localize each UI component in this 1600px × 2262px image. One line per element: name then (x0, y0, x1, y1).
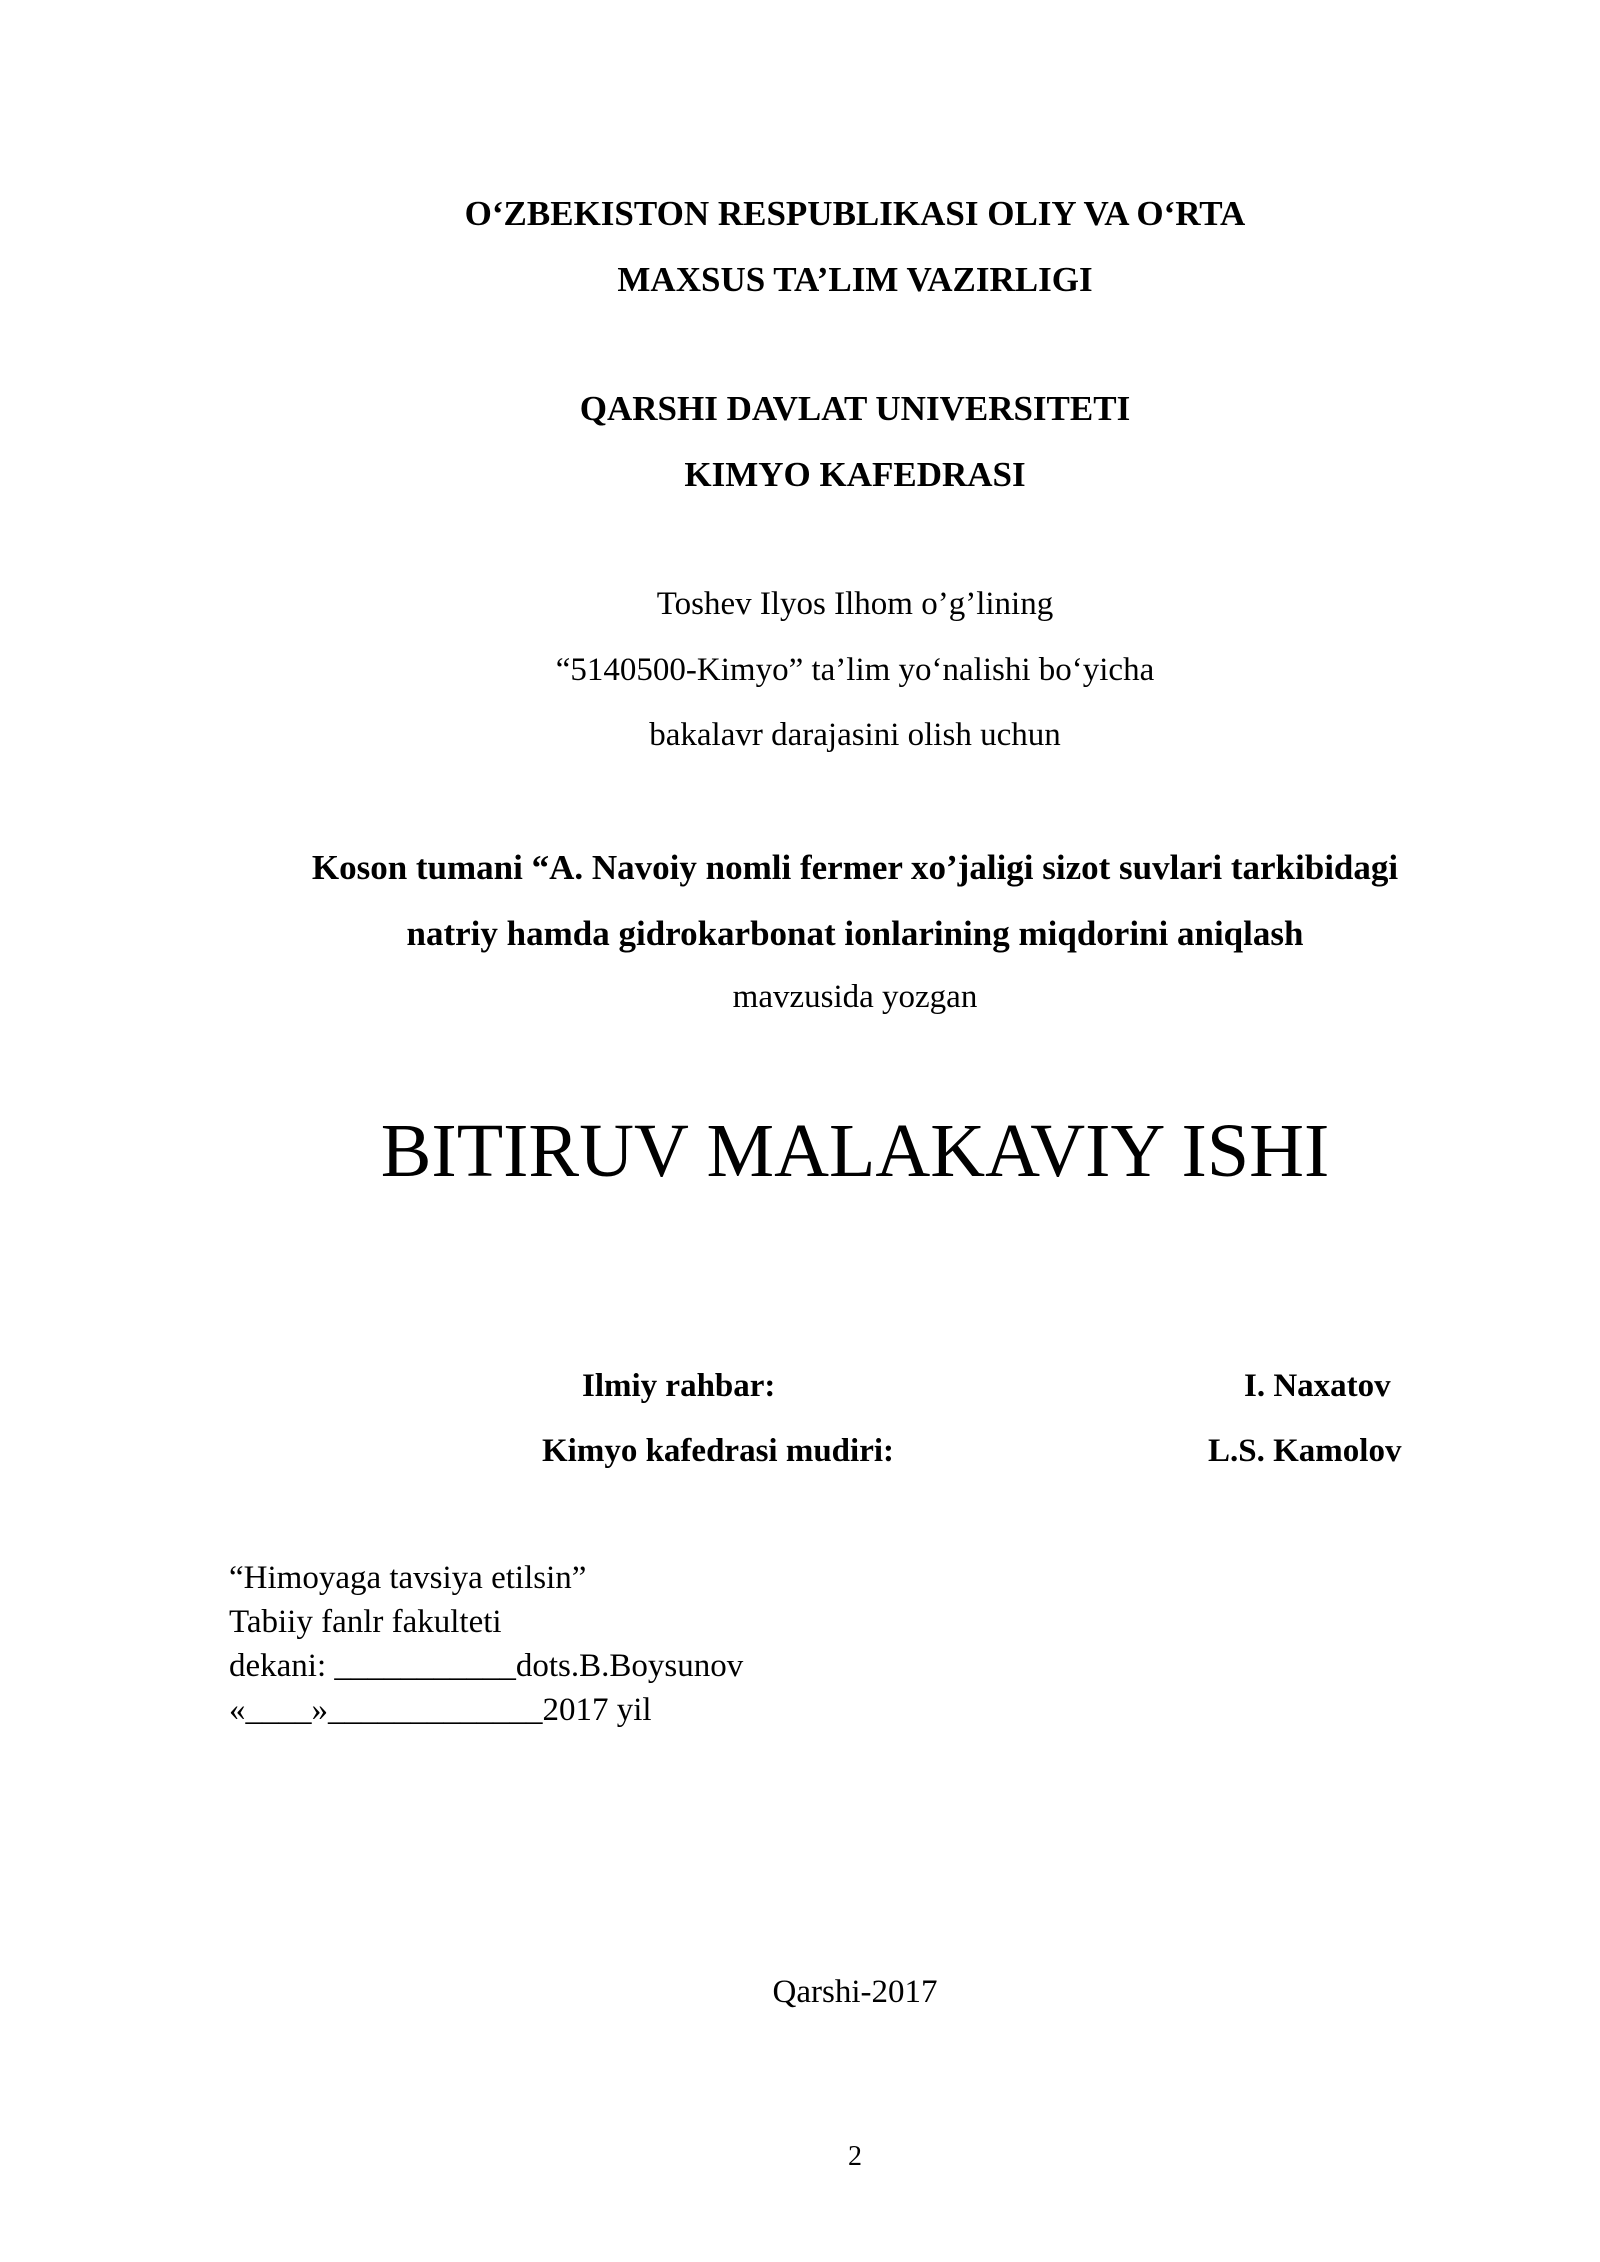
topic-line-2: natriy hamda gidrokarbonat ionlarining miqdorini aniqlash (406, 914, 1304, 953)
supervisor-name: I. Naxatov (1244, 1368, 1391, 1404)
document-title: BITIRUV MALAKAVIY ISHI (380, 1109, 1330, 1193)
approval-line-4: «____»_____________2017 yil (229, 1692, 652, 1728)
page-number: 2 (848, 2141, 862, 2172)
author-line-2: “5140500-Kimyo” ta’lim yo‘nalishi bo‘yicha (555, 652, 1155, 688)
topic-line-3: mavzusida yozgan (732, 979, 978, 1015)
author-line-3: bakalavr darajasini olish uchun (649, 717, 1061, 753)
approval-line-1: “Himoyaga tavsiya etilsin” (229, 1560, 587, 1596)
head-of-department-name: L.S. Kamolov (1208, 1433, 1402, 1469)
head-of-department-role: Kimyo kafedrasi mudiri: (542, 1433, 894, 1469)
ministry-line-2: MAXSUS TA’LIM VAZIRLIGI (617, 260, 1093, 299)
approval-line-3: dekani: ___________dots.B.Boysunov (229, 1648, 744, 1684)
approval-line-2: Tabiiy fanlr fakulteti (229, 1604, 502, 1640)
university-name: QARSHI DAVLAT UNIVERSITETI (579, 389, 1131, 428)
topic-line-1: Koson tumani “A. Navoiy nomli fermer xo’jaligi sizot suvlari tarkibidagi (311, 848, 1399, 887)
place-year: Qarshi-2017 (772, 1974, 938, 2010)
supervisor-role: Ilmiy rahbar: (582, 1368, 776, 1404)
author-line-1: Toshev Ilyos Ilhom o’g’lining (656, 586, 1054, 622)
department-name: KIMYO KAFEDRASI (684, 455, 1026, 494)
ministry-line-1: O‘ZBEKISTON RESPUBLIKASI OLIY VA O‘RTA (464, 194, 1246, 233)
